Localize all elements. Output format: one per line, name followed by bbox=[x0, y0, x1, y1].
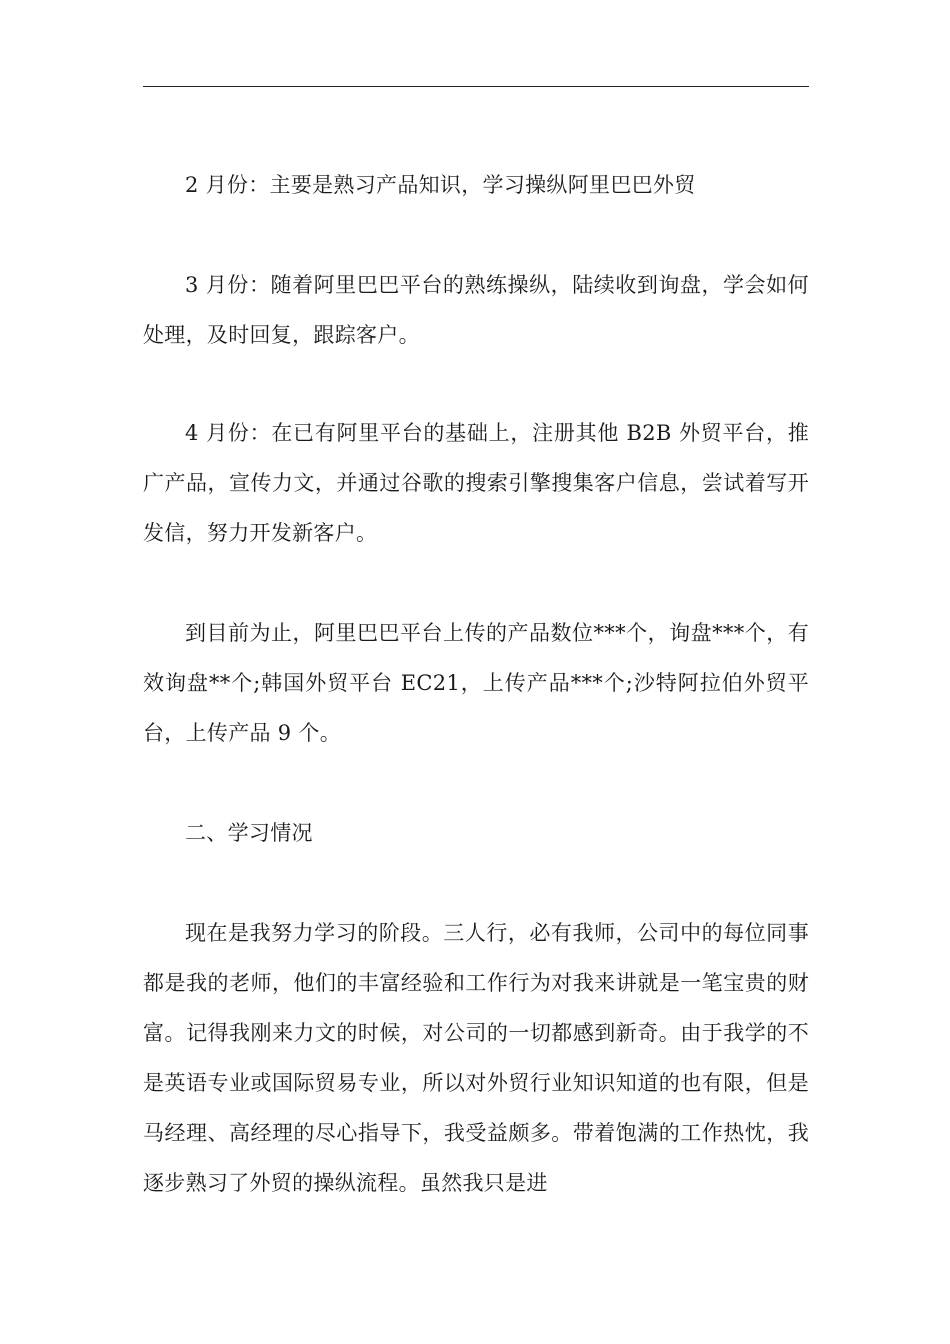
header-rule bbox=[143, 86, 809, 87]
paragraph-february: 2 月份：主要是熟习产品知识，学习操纵阿里巴巴外贸 bbox=[185, 173, 696, 197]
section-heading: 二、学习情况 bbox=[185, 821, 313, 845]
paragraph-summary: 到目前为止，阿里巴巴平台上传的产品数位***个，询盘***个，有效询盘**个;韩国外贸平台 EC21，上传产品***个;沙特阿拉伯外贸平台，上传产品 9 个。 bbox=[143, 621, 809, 745]
paragraph-study: 现在是我努力学习的阶段。三人行，必有我师，公司中的每位同事都是我的老师，他们的丰富经验和工作行为对我来讲就是一笔宝贵的财富。记得我刚来力文的时候，对公司的一切都感到新奇。由于我学的不是英语专业或国际贸易专业，所以对外贸行业知识知道的也有限，但是马经理、高经理的尽心指导下，我受益颇多。带着饱满的工作热忱，我逐步熟习了外贸的操纵流程。虽然我只是进 bbox=[143, 921, 809, 1195]
document-body bbox=[143, 160, 809, 1208]
paragraph-april: 4 月份：在已有阿里平台的基础上，注册其他 B2B 外贸平台，推广产品，宣传力文，并通过谷歌的搜索引擎搜集客户信息，尝试着写开发信，努力开发新客户。 bbox=[143, 421, 809, 545]
paragraph-march: 3 月份：随着阿里巴巴平台的熟练操纵，陆续收到询盘，学会如何处理，及时回复，跟踪客户。 bbox=[143, 273, 809, 347]
